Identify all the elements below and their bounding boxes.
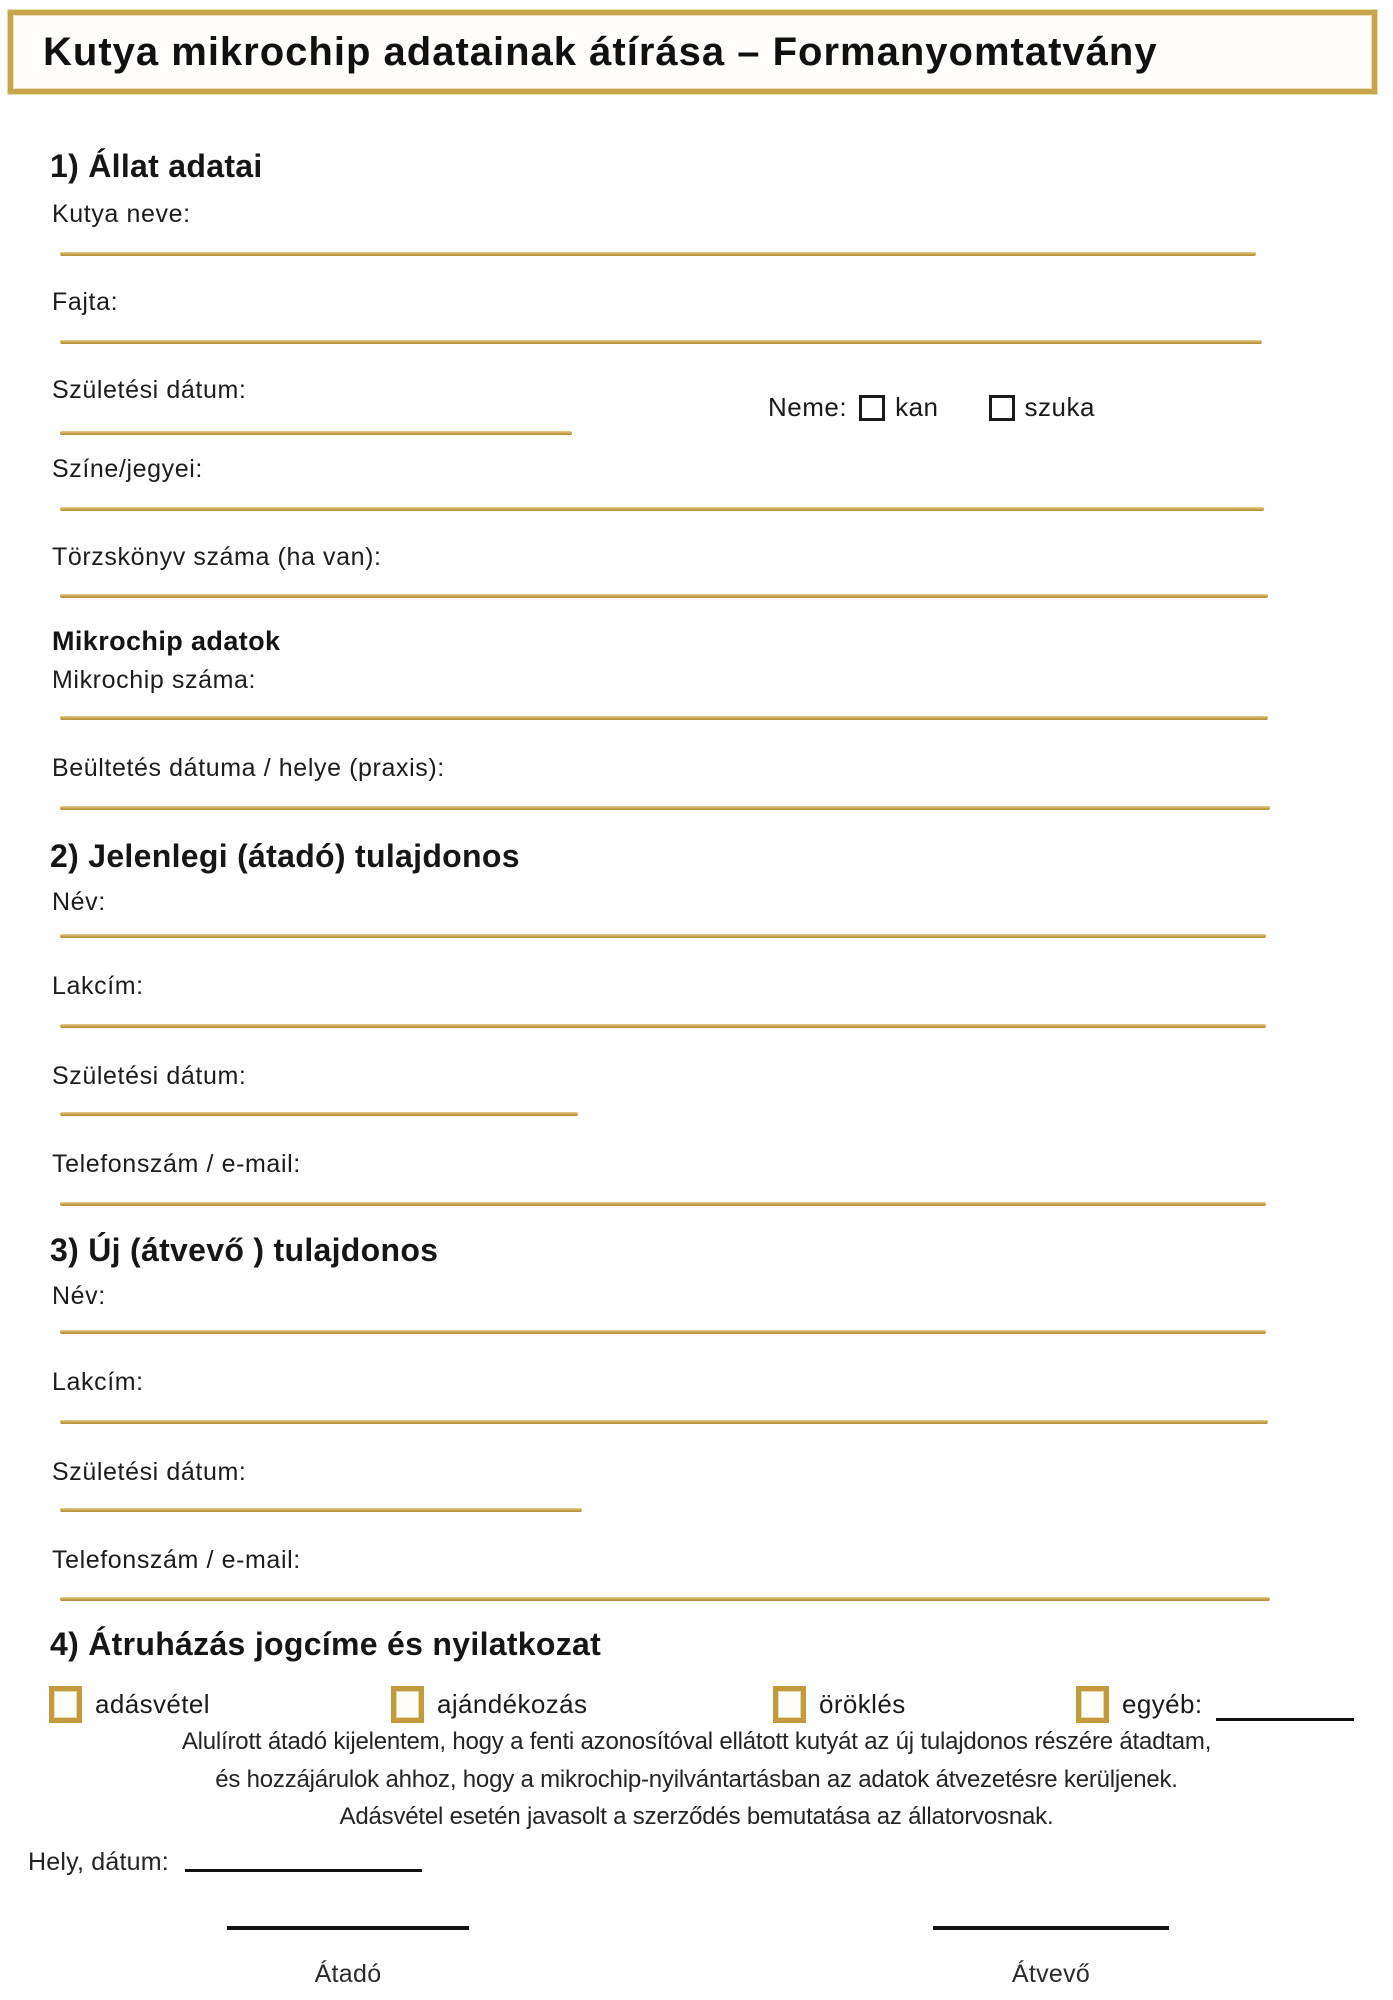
sex-kan-label: kan (895, 392, 939, 422)
sex-szuka-checkbox[interactable] (989, 395, 1015, 421)
color-markings-write-line[interactable] (60, 507, 1264, 511)
section-transfer-heading: 4) Átruházás jogcíme és nyilatkozat (50, 1626, 602, 1662)
dog-name-label: Kutya neve: (52, 200, 191, 228)
receiver-signature-block (933, 1926, 1169, 1989)
adasvetel-label: adásvétel (95, 1689, 210, 1719)
ajandekozas-label: ajándékozás (437, 1689, 588, 1719)
option-orokles (773, 1686, 906, 1723)
chip-number-label: Mikrochip száma: (52, 666, 257, 694)
sex-label: Neme: (768, 392, 848, 422)
new-owner-name-label: Név: (52, 1282, 106, 1310)
new-owner-birth-label: Születési dátum: (52, 1458, 247, 1486)
section-new-owner-heading: 3) Új (átvevő ) tulajdonos (50, 1232, 439, 1268)
animal-birth-date-label: Születési dátum: (52, 376, 247, 404)
egyeb-write-line[interactable] (1216, 1718, 1354, 1721)
breed-label: Fajta: (52, 288, 119, 316)
new-owner-birth-write-line[interactable] (60, 1508, 582, 1512)
section-current-owner-heading: 2) Jelenlegi (átadó) tulajdonos (50, 838, 520, 874)
color-markings-label: Színe/jegyei: (52, 455, 203, 483)
dog-name-write-line[interactable] (60, 252, 1256, 256)
receiver-signature-line[interactable] (933, 1926, 1169, 1930)
declaration-line-2: és hozzájárulok ahhoz, hogy a mikrochip-nyilvántartásban az adatok átvezetésre kerüljenek. (215, 1766, 1178, 1793)
declaration-line-3: Adásvétel esetén javasolt a szerződés bemutatása az állatorvosnak. (339, 1803, 1054, 1830)
sex-szuka-label: szuka (1024, 392, 1095, 422)
animal-birth-date-write-line[interactable] (60, 431, 572, 435)
orokles-label: öröklés (819, 1689, 906, 1719)
new-owner-name-write-line[interactable] (60, 1330, 1266, 1334)
pedigree-number-write-line[interactable] (60, 594, 1268, 598)
option-ajandekozas (391, 1686, 587, 1723)
new-owner-address-write-line[interactable] (60, 1420, 1268, 1424)
breed-write-line[interactable] (60, 340, 1262, 344)
option-adasvetel (49, 1686, 210, 1723)
sex-kan-checkbox[interactable] (859, 395, 885, 421)
receiver-signature-label: Átvevő (1011, 1960, 1091, 1988)
current-owner-contact-write-line[interactable] (60, 1202, 1266, 1206)
pedigree-number-label: Törzskönyv száma (ha van): (52, 543, 382, 571)
egyeb-checkbox[interactable] (1076, 1686, 1109, 1723)
current-owner-birth-write-line[interactable] (60, 1112, 578, 1116)
form-title: Kutya mikrochip adatainak átírása – Formanyomtatvány (43, 29, 1158, 74)
implant-date-place-write-line[interactable] (60, 806, 1270, 810)
new-owner-contact-write-line[interactable] (60, 1597, 1270, 1601)
adasvetel-checkbox[interactable] (49, 1686, 82, 1723)
orokles-checkbox[interactable] (773, 1686, 806, 1723)
current-owner-name-label: Név: (52, 888, 106, 916)
place-date-label: Hely, dátum: (28, 1848, 169, 1876)
sex-field (768, 392, 1095, 423)
current-owner-address-label: Lakcím: (52, 972, 144, 1000)
microchip-data-subheading: Mikrochip adatok (52, 626, 281, 656)
place-date-field (28, 1848, 422, 1877)
form-title-box (8, 10, 1377, 94)
giver-signature-block (227, 1926, 469, 1989)
current-owner-address-write-line[interactable] (60, 1024, 1266, 1028)
option-egyeb (1076, 1686, 1354, 1723)
egyeb-label: egyéb: (1122, 1689, 1203, 1719)
implant-date-place-label: Beültetés dátuma / helye (praxis): (52, 754, 445, 782)
new-owner-address-label: Lakcím: (52, 1368, 144, 1396)
current-owner-name-write-line[interactable] (60, 934, 1266, 938)
giver-signature-line[interactable] (227, 1926, 469, 1930)
current-owner-birth-label: Születési dátum: (52, 1062, 247, 1090)
ajandekozas-checkbox[interactable] (391, 1686, 424, 1723)
section-animal-heading: 1) Állat adatai (50, 148, 263, 184)
place-date-write-line[interactable] (185, 1869, 422, 1872)
current-owner-contact-label: Telefonszám / e-mail: (52, 1150, 301, 1178)
chip-number-write-line[interactable] (60, 716, 1268, 720)
giver-signature-label: Átadó (314, 1960, 382, 1988)
declaration-line-1: Alulírott átadó kijelentem, hogy a fenti azonosítóval ellátott kutyát az új tulajdonos részére átadtam, (181, 1728, 1212, 1755)
new-owner-contact-label: Telefonszám / e-mail: (52, 1546, 301, 1574)
